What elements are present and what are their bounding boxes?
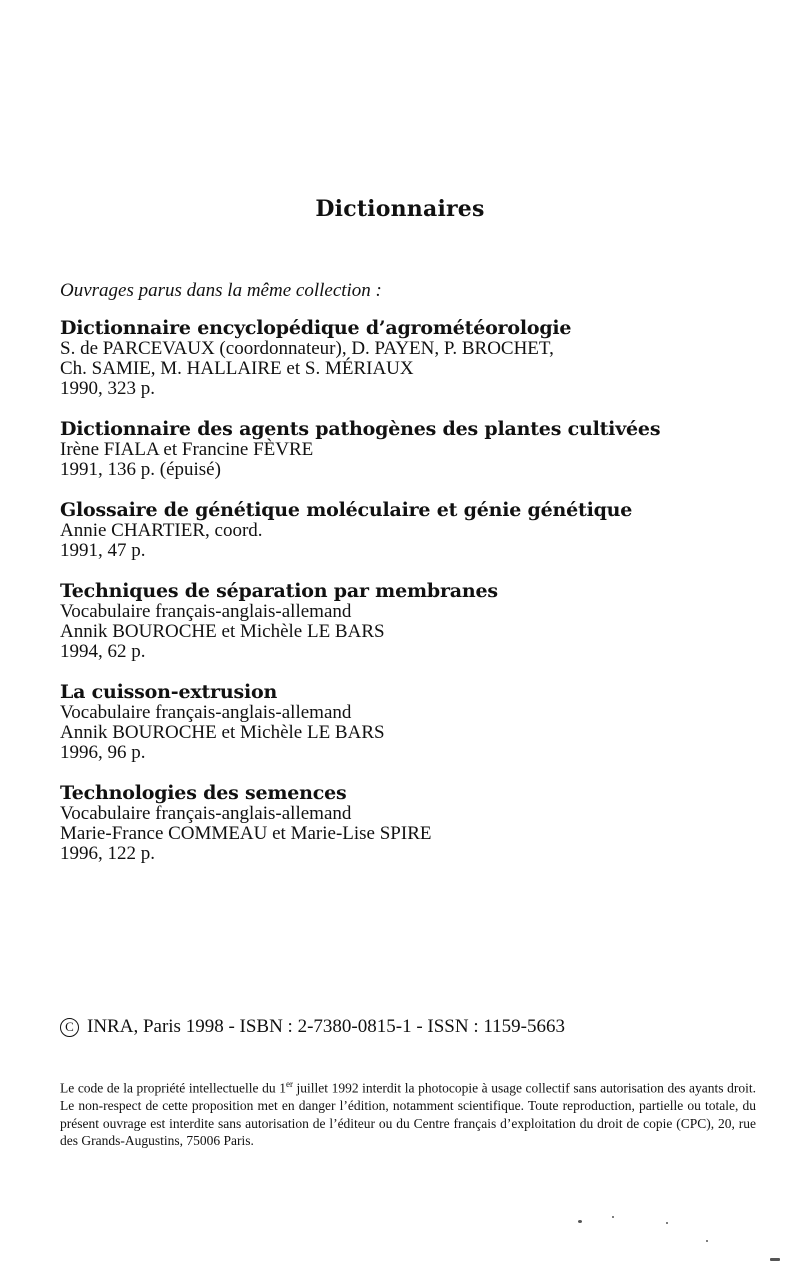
page-title: Dictionnaires [315, 196, 485, 222]
publication-detail-line: Vocabulaire français-anglais-allemand [60, 601, 352, 622]
publication-title: Technologies des semences [60, 782, 347, 804]
publication-entry [60, 783, 760, 864]
publication-title: Dictionnaire encyclopédique d’agrométéorologie [60, 317, 572, 339]
publication-detail-line: 1991, 136 p. (épuisé) [60, 459, 221, 480]
publication-title: Techniques de séparation par membranes [60, 580, 498, 602]
publication-detail-line: Annik BOUROCHE et Michèle LE BARS [60, 722, 385, 743]
scan-speck [666, 1222, 668, 1224]
publication-detail-line: Annie CHARTIER, coord. [60, 520, 263, 541]
publication-detail-line: S. de PARCEVAUX (coordonnateur), D. PAYEN, P. BROCHET, [60, 338, 554, 359]
copyright-icon: C [60, 1018, 79, 1037]
publication-detail-line: Vocabulaire français-anglais-allemand [60, 702, 352, 723]
publication-entry [60, 682, 760, 763]
publication-detail-line: Vocabulaire français-anglais-allemand [60, 803, 352, 824]
scan-speck [612, 1216, 614, 1218]
publication-detail-line: 1996, 122 p. [60, 843, 155, 864]
publication-detail-line: 1996, 96 p. [60, 742, 146, 763]
publication-detail-line: 1990, 323 p. [60, 378, 155, 399]
publication-entry [60, 500, 760, 561]
scan-speck [706, 1240, 708, 1242]
publication-detail-line: 1994, 62 p. [60, 641, 146, 662]
publication-entry [60, 419, 760, 480]
publication-detail-line: Irène FIALA et Francine FÈVRE [60, 439, 314, 460]
legal-notice [60, 1076, 756, 1150]
publication-detail-line: Ch. SAMIE, M. HALLAIRE et S. MÉRIAUX [60, 358, 414, 379]
publication-title: Glossaire de génétique moléculaire et génie génétique [60, 499, 633, 521]
copyright-text: INRA, Paris 1998 - ISBN : 2-7380-0815-1 - ISSN : 1159-5663 [87, 1016, 565, 1037]
publication-detail-line: Marie-France COMMEAU et Marie-Lise SPIRE [60, 823, 432, 844]
publication-entry [60, 581, 760, 662]
collection-intro: Ouvrages parus dans la même collection : [60, 280, 382, 301]
publication-detail-line: 1991, 47 p. [60, 540, 146, 561]
legal-text-end: juillet 1992 interdit la photocopie à usage collectif sans autorisation des ayants droit. Le non-respect de cette proposition met en danger l’édition, notamment scientifique. Toute reproduction, partielle ou totale, du présent ouvrage est interdite sans autorisation de l’éditeur ou du Centre français d’exploitation du droit de copie (CPC), 20, rue des Grands-Augustins, 75006 Paris. [60, 1080, 756, 1149]
scan-speck [770, 1258, 780, 1261]
publication-entry [60, 318, 760, 399]
publication-title: La cuisson-extrusion [60, 681, 278, 703]
copyright-line [60, 1016, 565, 1038]
publication-title: Dictionnaire des agents pathogènes des plantes cultivées [60, 418, 661, 440]
legal-text-start: Le code de la propriété intellectuelle du 1 [60, 1080, 286, 1096]
publication-list [60, 318, 760, 884]
scan-speck [578, 1220, 582, 1223]
publication-detail-line: Annik BOUROCHE et Michèle LE BARS [60, 621, 385, 642]
legal-superscript: er [285, 1079, 293, 1089]
